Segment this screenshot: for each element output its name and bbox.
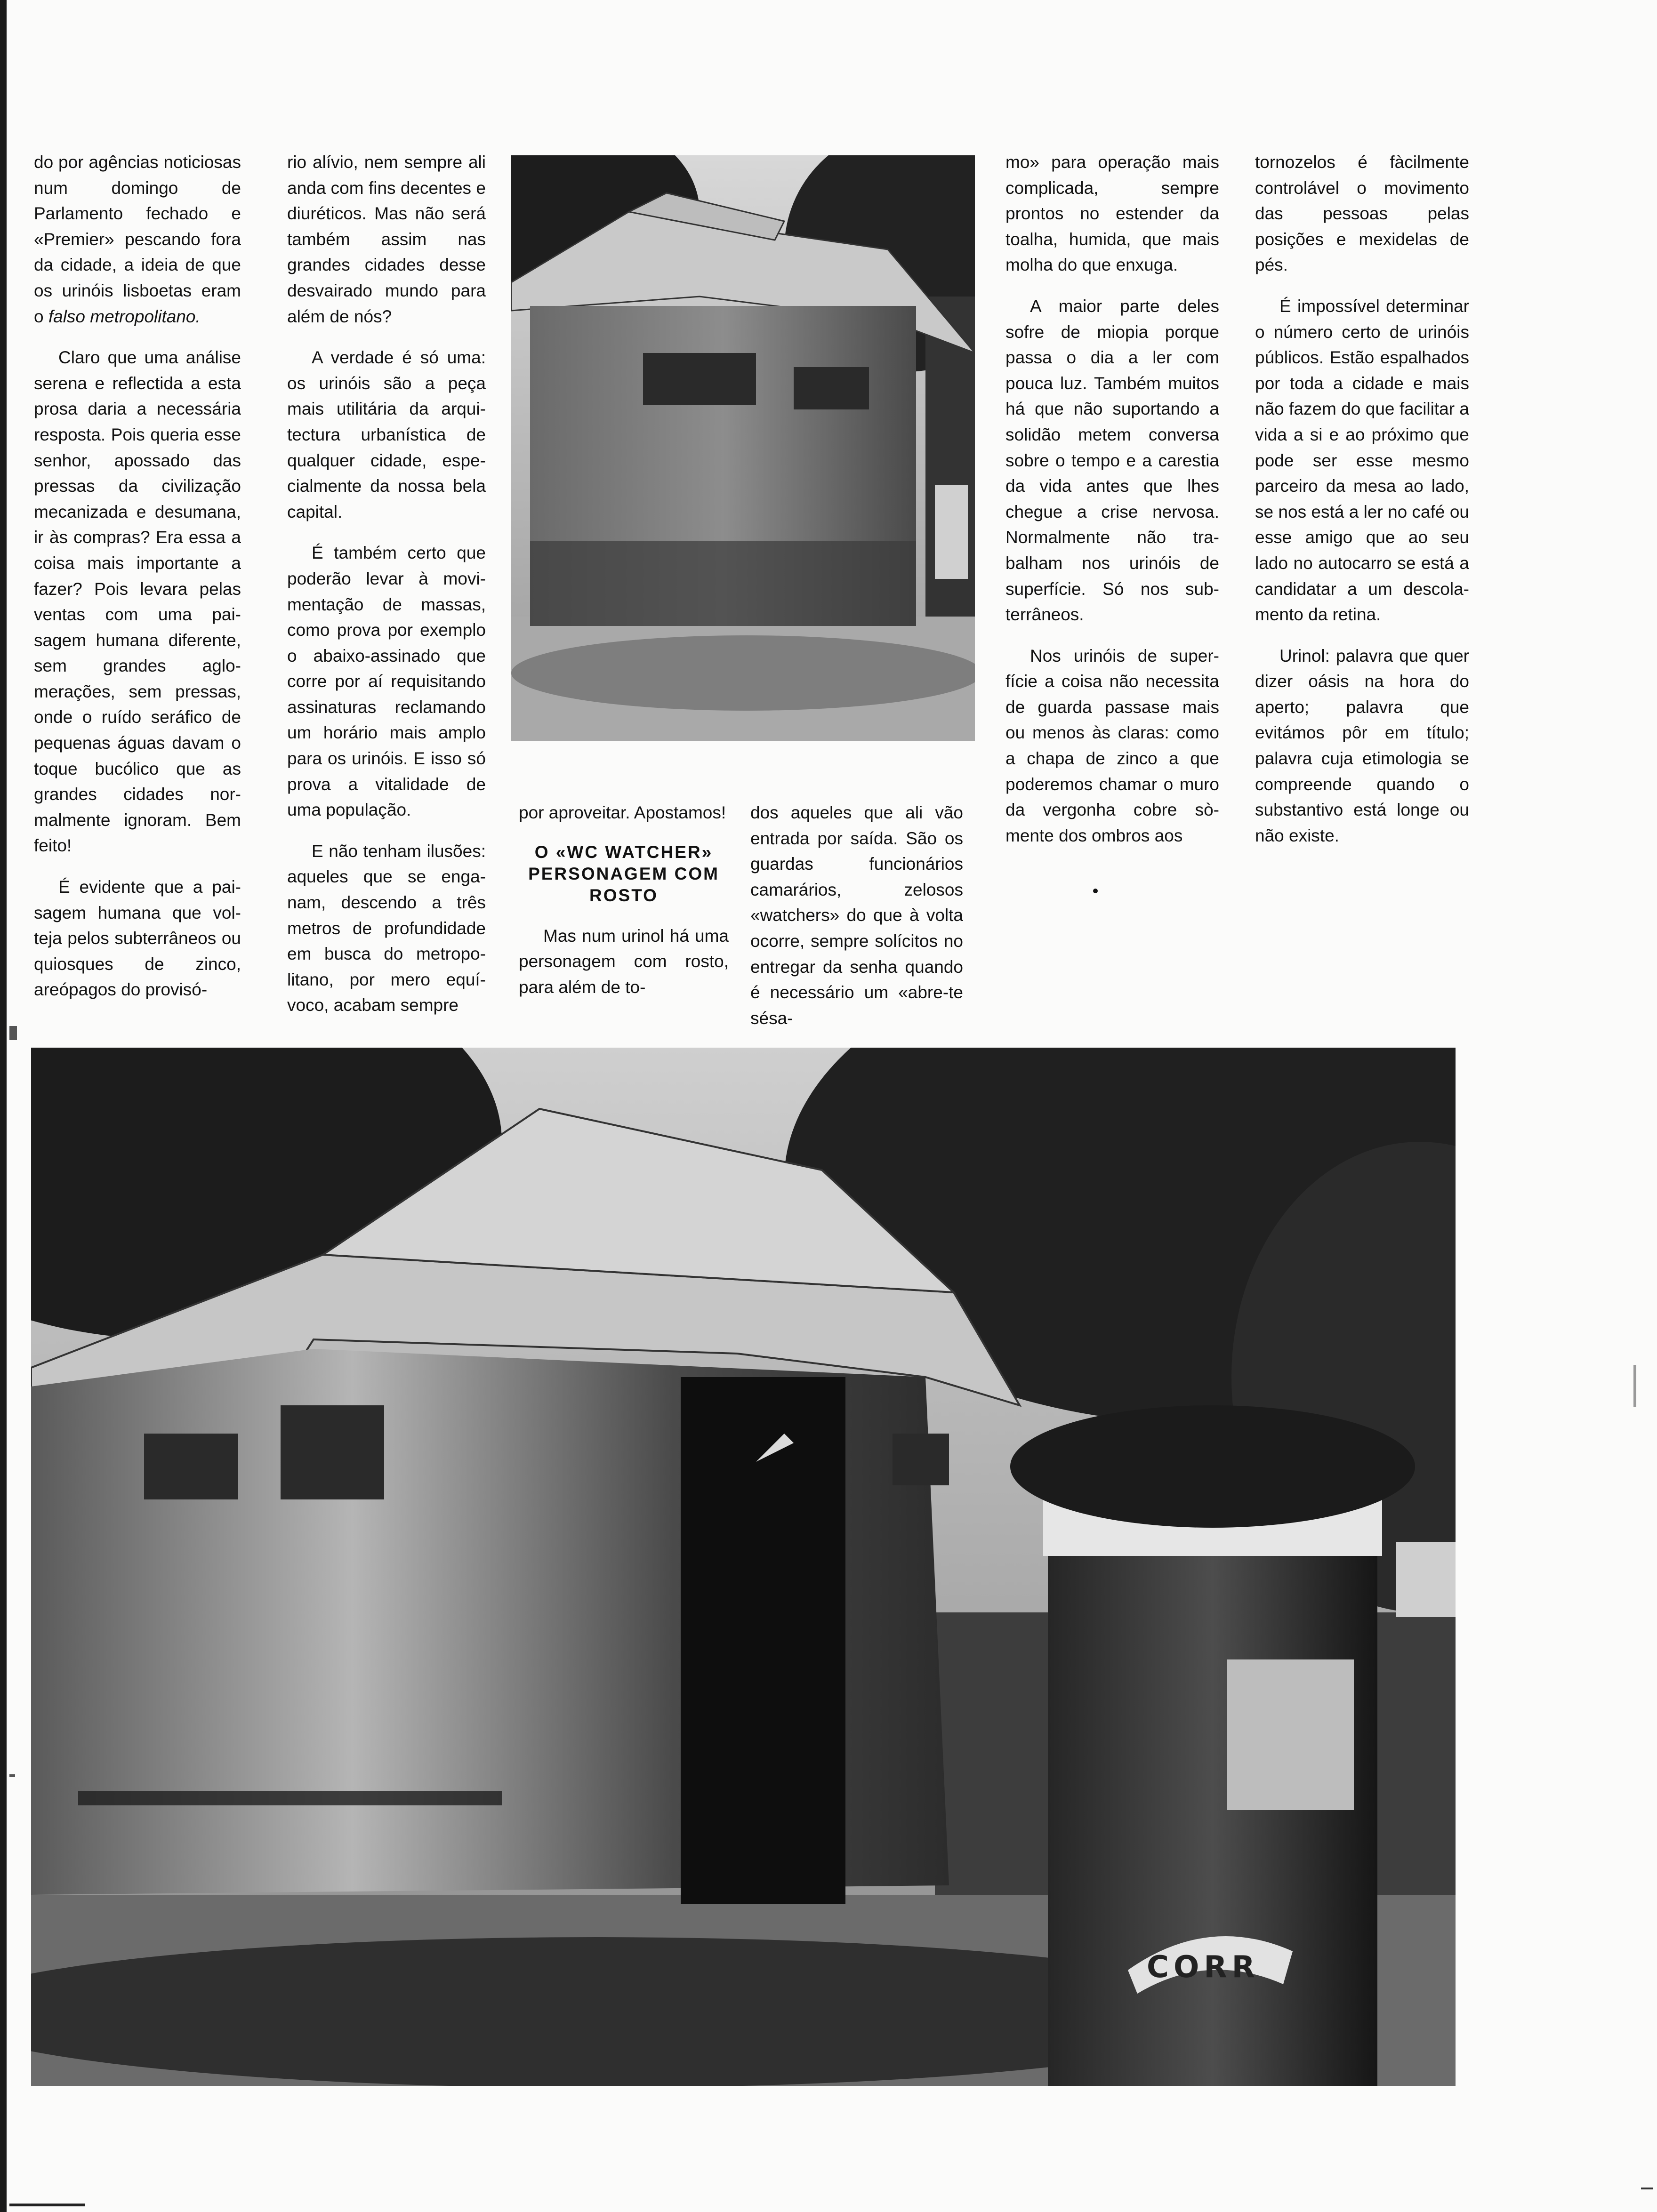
- bottom-rule: [9, 2204, 85, 2206]
- paragraph: mo» para operação mais complicada, sempre prontos no estender da toalha, humida, que mais molha do que enxuga.: [1005, 152, 1219, 275]
- paragraph: Claro que uma análise serena e reflectida a esta prosa daria a necessária resposta. Pois queria esse senhor, apossado das pressas da civilização mecanizada e desumana, ir às compras? Era essa a coisa mais importante a fazer? Pois levara pelas ventas com uma paisagem humana diferente, sem grandes aglomerações, sem pressas, onde o ruído seráfico de pequenas águas davam o toque bucólico que as grandes cidades normalmente ignoram. Bem feito!: [34, 348, 241, 856]
- end-bullet: [1093, 889, 1098, 893]
- margin-mark: [1633, 1365, 1636, 1407]
- photo-urinal-kiosk-small: [511, 155, 975, 741]
- paragraph: A maior parte deles sofre de miopia porque passa o dia a ler com pouca luz. Também muitos há que não suportando a solidão metem conversa sobre o tempo e a carestia da vida antes que lhes chegue a crise nervosa. Normalmente não trabalham nos urinóis de superfície. Só nos subterrâneos.: [1005, 296, 1219, 625]
- paragraph: do por agências noticiosas num domingo de Parlamento fechado e «Premier» pescando fora da cidade, a ideia de que os urinóis lisboetas eram o falso metropolitano.: [34, 152, 241, 326]
- section-heading: O «WC WATCHER» PERSONAGEM COM ROSTO: [528, 842, 719, 905]
- paragraph: dos aqueles que ali vão entrada por saída. São os guardas funcionários camarários, zelosos «watchers» do que à volta ocorre, sempre solícitos no entregar da senha quando é necessário um «abre-te sésa-: [750, 803, 963, 1028]
- margin-mark: [9, 1774, 15, 1777]
- text-column-1: [34, 150, 241, 1003]
- paragraph: tornozelos é fàcilmente controlável o movimento das pessoas pelas posições e mexidelas de pés.: [1255, 152, 1469, 275]
- text-column-4: [750, 800, 963, 1031]
- paragraph: Nos urinóis de superfície a coisa não necessita de guarda passase mais ou menos às claras: como a chapa de zinco a que poderemos chamar o muro da vergonha cobre sòmente dos ombros aos: [1005, 646, 1219, 845]
- paragraph: É evidente que a paisagem humana que volteja pelos subterrâneos ou quiosques de zinco, areópagos do provisó-: [34, 877, 241, 1000]
- page-binding-edge: [0, 0, 7, 2212]
- paragraph: Mas num urinol há uma personagem com rosto, para além de to-: [519, 926, 729, 997]
- paragraph: Urinol: palavra que quer dizer oásis na hora do aperto; palavra que evitámos pôr em título; palavra cuja etimologia se compreende quando o substantivo está longe ou não existe.: [1255, 646, 1469, 845]
- text-column-2: [287, 150, 486, 1018]
- text-column-3: [519, 800, 729, 1000]
- paragraph: E não tenham ilusões: aqueles que se enganam, descendo a três metros de profundidade em busca do metropolitano, por mero equívoco, acabam sempre: [287, 841, 486, 1015]
- margin-mark: [9, 1026, 17, 1040]
- pillar-box-sign-text: CORR: [1147, 1950, 1260, 1985]
- text-column-6: [1255, 150, 1469, 849]
- paragraph: É também certo que poderão levar à movimentação de massas, como prova por exemplo o abaixo-assinado que corre por aí requisitando assinaturas reclamando um horário mais amplo para os urinóis. E isso só prova a vitalidade de uma população.: [287, 543, 486, 820]
- paragraph: por aproveitar. Apostamos!: [519, 803, 726, 822]
- paragraph: rio alívio, nem sempre ali anda com fins decentes e diuréticos. Mas não será também assim nas grandes cidades desse desvairado mundo para além de nós?: [287, 152, 486, 326]
- right-rule: [1641, 2188, 1653, 2189]
- text-column-5: [1005, 150, 1219, 849]
- paragraph: É impossível determinar o número certo de urinóis públicos. Estão espalhados por toda a cidade e mais não fazem do que facilitar a vida a si e ao próximo que pode ser esse mesmo parceiro da mesa ao lado, se nos está a ler no café ou esse amigo que ao seu lado no autocarro se está a candidatar a um descolamento da retina.: [1255, 296, 1469, 625]
- paragraph: A verdade é só uma: os urinóis são a peça mais utilitária da arquitectura urbanística de qualquer cidade, especialmente da nossa bela capital.: [287, 348, 486, 521]
- photo-urinal-kiosk-large: [31, 1048, 1456, 2086]
